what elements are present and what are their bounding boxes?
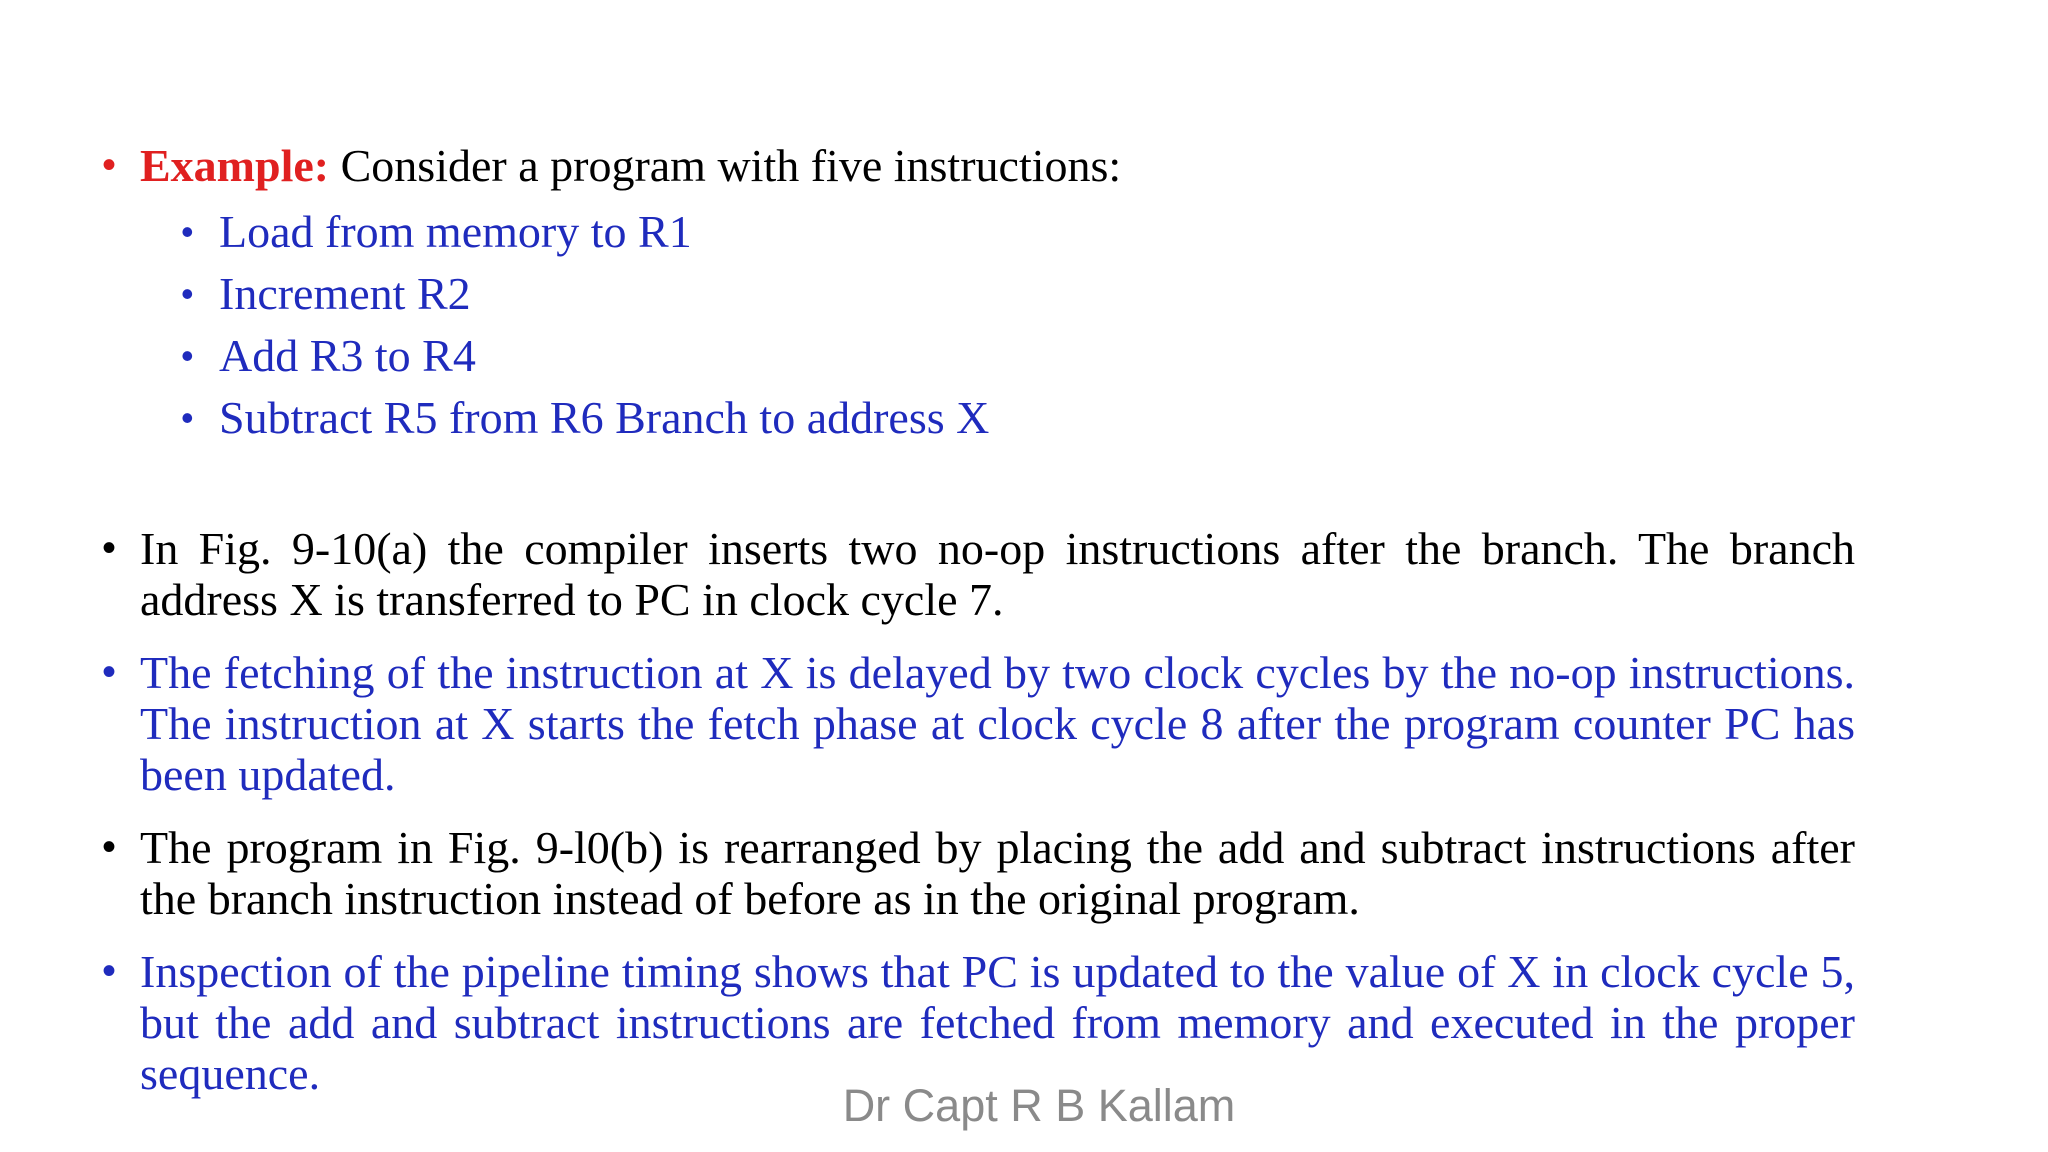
explanation-point: • In Fig. 9-10(a) the compiler inserts two no-op instructions after the branch. The branch address X is transferred to PC in clock cycle 7. — [140, 523, 1855, 625]
example-section — [140, 140, 1855, 449]
instruction-item: • Load from memory to R1 — [219, 201, 1855, 263]
instruction-item: • Increment R2 — [219, 263, 1855, 325]
example-label: Example: — [140, 140, 330, 191]
explanation-point: • Inspection of the pipeline timing shows that PC is updated to the value of X in clock cycle 5, but the add and subtract instructions are fetched from memory and executed in the proper sequence. — [140, 946, 1855, 1099]
example-text: Consider a program with five instructions: — [329, 140, 1122, 191]
instruction-item: • Subtract R5 from R6 Branch to address X — [219, 387, 1855, 449]
instruction-list — [140, 201, 1855, 449]
explanation-list — [140, 523, 1855, 1121]
author-footer: Dr Capt R B Kallam — [842, 1080, 1236, 1131]
explanation-point: • The fetching of the instruction at X is delayed by two clock cycles by the no-op instructions. The instruction at X starts the fetch phase at clock cycle 8 after the program counter PC has been updated. — [140, 647, 1855, 800]
instruction-item: • Add R3 to R4 — [219, 325, 1855, 387]
explanation-point: • The program in Fig. 9-l0(b) is rearranged by placing the add and subtract instructions after the branch instruction instead of before as in the original program. — [140, 822, 1855, 924]
example-bullet — [140, 140, 1855, 449]
